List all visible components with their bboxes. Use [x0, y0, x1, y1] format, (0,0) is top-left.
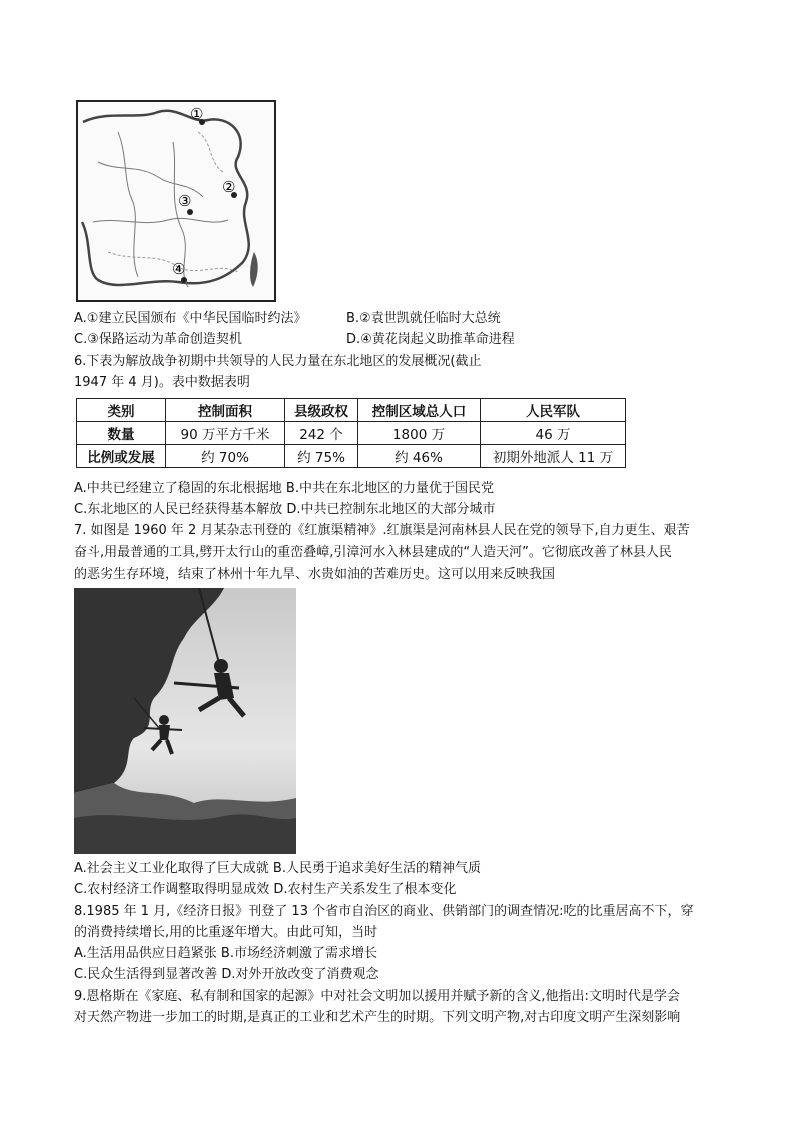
table-row — [77, 445, 626, 468]
table-cell: 约 46% — [358, 445, 481, 468]
cliff-workers-photo — [74, 588, 296, 854]
map-marker-1: ① — [190, 105, 204, 123]
china-map-figure — [76, 100, 276, 302]
q7-stem-line-1: 7. 如图是 1960 年 2 月某杂志刊登的《红旗渠精神》.红旗渠是河南林县人民在党的领导下,自力更生、艰苦 — [74, 523, 690, 538]
table-cell: 242 个 — [285, 422, 358, 445]
q6-options-ab: A.中共已经建立了稳固的东北根据地 B.中共在东北地区的力量优于国民党 — [74, 481, 494, 496]
map-marker-3: ③ — [178, 192, 192, 210]
q6-stem-line-1: 6.下表为解放战争初期中共领导的人民力量在东北地区的发展概况(截止 — [74, 354, 482, 369]
q5-option-a: A.①建立民国颁布《中华民国临时约法》 — [74, 311, 307, 326]
q8-stem-line-1: 8.1985 年 1 月,《经济日报》刊登了 13 个省市自治区的商业、供销部门的调查情况:吃的比重居高不下，穿 — [74, 904, 694, 919]
q8-options-ab: A.生活用品供应日趋紧张 B.市场经济刺激了需求增长 — [74, 946, 377, 961]
q7-options-ab: A.社会主义工业化取得了巨大成就 B.人民勇于追求美好生活的精神气质 — [74, 861, 481, 876]
q5-option-d: D.④黄花岗起义助推革命进程 — [346, 332, 515, 347]
q9-stem-line-1: 9.恩格斯在《家庭、私有制和国家的起源》中对社会文明加以援用并赋予新的含义,他指出:文明时代是学会 — [74, 989, 680, 1004]
q5-option-c: C.③保路运动为革命创造契机 — [74, 332, 242, 347]
q7-options-cd: C.农村经济工作调整取得明显成效 D.农村生产关系发生了根本变化 — [74, 882, 457, 897]
q9-stem-line-2: 对天然产物进一步加工的时期,是真正的工业和艺术产生的时期。下列文明产物,对古印度文明产生深刻影响 — [74, 1010, 681, 1025]
table-cell: 控制面积 — [166, 399, 285, 422]
q6-options-cd: C.东北地区的人民已经获得基本解放 D.中共已控制东北地区的大部分城市 — [74, 502, 496, 517]
q7-stem-line-2: 奋斗,用最普通的工具,劈开太行山的重峦叠嶂,引漳河水入林县建成的“人造天河”。它彻底改善了林县人民 — [74, 545, 672, 560]
table-cell: 控制区域总人口 — [358, 399, 481, 422]
photo-drawing — [74, 588, 296, 854]
q7-stem-line-3: 的恶劣生存环境，结束了林州十年九旱、水贵如油的苦难历史。这可以用来反映我国 — [74, 567, 556, 582]
table-cell: 约 70% — [166, 445, 285, 468]
table-cell: 初期外地派人 11 万 — [481, 445, 626, 468]
map-drawing — [78, 102, 274, 300]
table-cell: 1800 万 — [358, 422, 481, 445]
table-cell: 46 万 — [481, 422, 626, 445]
table-cell: 比例或发展 — [77, 445, 166, 468]
q8-stem-line-2: 的消费持续增长,用的比重逐年增大。由此可知，当时 — [74, 925, 378, 940]
table-cell: 县级政权 — [285, 399, 358, 422]
map-marker-2: ② — [222, 178, 236, 196]
table-header-row — [77, 399, 626, 422]
q6-stem-line-2: 1947 年 4 月)。表中数据表明 — [74, 375, 250, 390]
table-cell: 约 75% — [285, 445, 358, 468]
table-cell: 类别 — [77, 399, 166, 422]
table-cell: 数量 — [77, 422, 166, 445]
q8-options-cd: C.民众生活得到显著改善 D.对外开放改变了消费观念 — [74, 967, 379, 982]
table-cell: 人民军队 — [481, 399, 626, 422]
q5-option-b: B.②袁世凯就任临时大总统 — [346, 311, 501, 326]
table-cell: 90 万平方千米 — [166, 422, 285, 445]
q6-data-table — [76, 398, 626, 468]
map-marker-4: ④ — [172, 260, 186, 278]
table-row — [77, 422, 626, 445]
